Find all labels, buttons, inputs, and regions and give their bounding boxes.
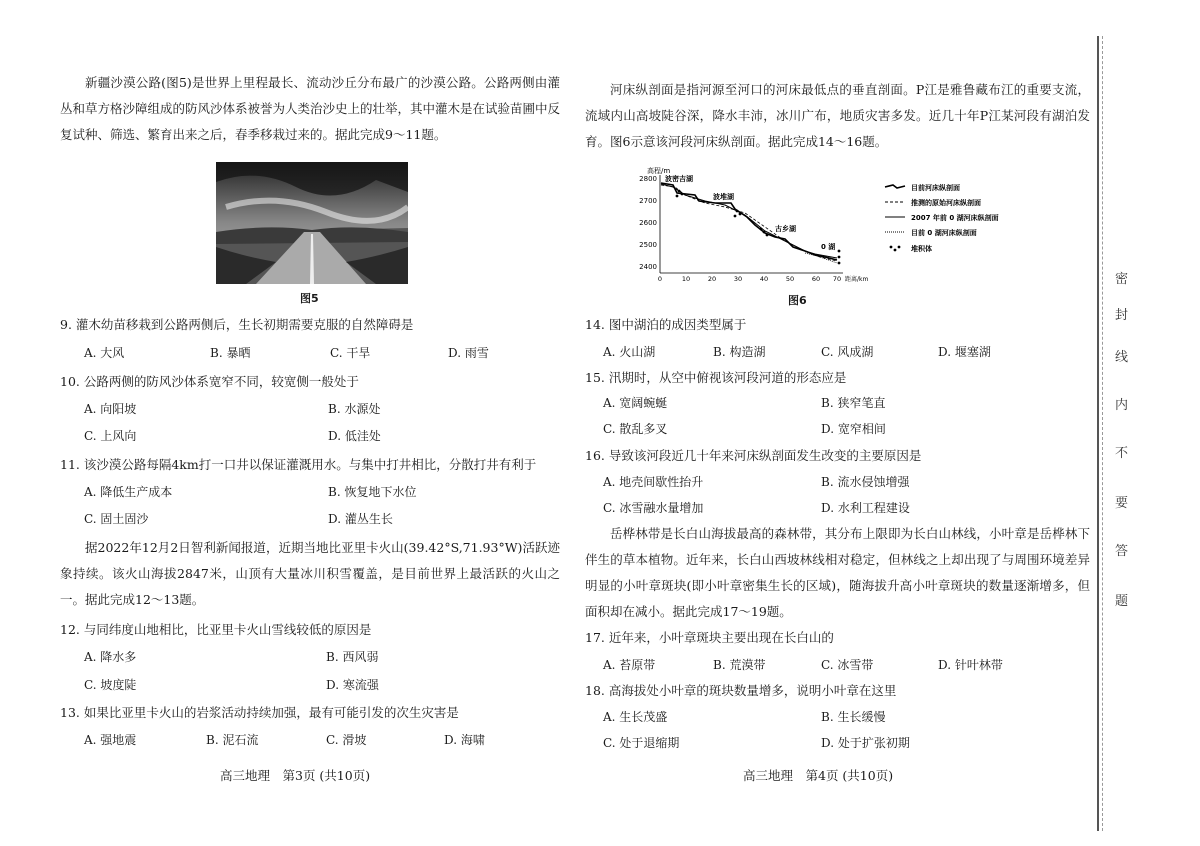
q11-option-d[interactable]: D. 灌丛生长 xyxy=(328,512,393,526)
q10-option-b[interactable]: B. 水源处 xyxy=(328,402,381,416)
intro-q17-19: 岳桦林带是长白山海拔最高的森林带，其分布上限即为长白山林线，小叶章是岳桦林下伴生的草本植物。近年来，长白山西坡林线相对稳定，但林线之上却出现了与周围环境差异明显的小叶章斑块(即小叶章密集生长的区域)，随海拔升高小叶章斑块的数量逐渐增多，但面积却在减小。据此完成17～19题。 xyxy=(585,526,1090,619)
page-3 xyxy=(60,0,560,846)
q17-option-c[interactable]: C. 冰雪带 xyxy=(821,658,874,672)
seal-char: 要 xyxy=(1115,496,1129,511)
q18-option-b[interactable]: B. 生长缓慢 xyxy=(821,710,886,724)
seal-char: 封 xyxy=(1115,308,1129,323)
q14-option-c[interactable]: C. 风成湖 xyxy=(821,345,874,359)
intro-q14-16: 河床纵剖面是指河源至河口的河床最低点的垂直剖面。P江是雅鲁藏布江的重要支流，流域内山高坡陡谷深，降水丰沛，冰川广布，地质灾害多发。近几十年P江某河段有湖泊发育。图6示意该河段河床纵剖面。据此完成14～16题。 xyxy=(585,82,1090,149)
question-11: 11. 该沙漠公路每隔4km打一口井以保证灌溉用水。与集中打井相比，分散打井有利于 xyxy=(60,457,537,472)
q14-option-d[interactable]: D. 堰塞湖 xyxy=(938,345,991,359)
seal-char: 答 xyxy=(1115,544,1129,559)
q17-option-b[interactable]: B. 荒漠带 xyxy=(713,658,766,672)
q16-option-a[interactable]: A. 地壳间歇性抬升 xyxy=(603,475,704,489)
q17-option-a[interactable]: A. 苔原带 xyxy=(603,658,656,672)
fig6-xtick: 70 xyxy=(832,275,842,283)
q17-option-d[interactable]: D. 针叶林带 xyxy=(938,658,1003,672)
fig6-ytick: 2800 xyxy=(639,175,657,183)
fig6-xtick: 60 xyxy=(811,275,821,283)
q12-option-c[interactable]: C. 坡度陡 xyxy=(84,678,137,692)
seal-char: 题 xyxy=(1115,594,1129,609)
q12-option-a[interactable]: A. 降水多 xyxy=(84,650,137,664)
q16-option-c[interactable]: C. 冰雪融水量增加 xyxy=(603,501,704,515)
fig6-ytick: 2500 xyxy=(639,241,657,249)
fig6-lake-label: 0 湖 xyxy=(821,243,836,251)
q11-option-a[interactable]: A. 降低生产成本 xyxy=(84,485,173,499)
fig6-lake-label: 古乡湖 xyxy=(775,225,796,233)
q13-option-b[interactable]: B. 泥石流 xyxy=(206,733,259,747)
page-footer-right: 高三地理 第4页 (共10页) xyxy=(743,768,894,783)
q11-option-b[interactable]: B. 恢复地下水位 xyxy=(328,485,417,499)
q10-option-d[interactable]: D. 低洼处 xyxy=(328,429,381,443)
fig5-caption: 图5 xyxy=(300,292,319,305)
fig6-ytick: 2400 xyxy=(639,263,657,271)
q15-option-c[interactable]: C. 散乱多叉 xyxy=(603,422,668,436)
fig6-legend-original: 推测的原始河床纵剖面 xyxy=(911,199,981,207)
fig6-xtick: 20 xyxy=(707,275,717,283)
q12-option-d[interactable]: D. 寒流强 xyxy=(326,678,379,692)
seal-char: 不 xyxy=(1115,446,1129,461)
q14-option-b[interactable]: B. 构造湖 xyxy=(713,345,766,359)
intro-q12-13: 据2022年12月2日智利新闻报道，近期当地比亚里卡火山(39.42°S,71.93°W)活跃迹象持续。该火山海拔2847米，山顶有大量冰川积雪覆盖，是目前世界上最活跃的火山之一。据此完成12～13题。 xyxy=(60,540,560,607)
q9-option-c[interactable]: C. 干旱 xyxy=(330,346,371,360)
seal-char: 内 xyxy=(1115,398,1129,413)
q15-option-a[interactable]: A. 宽阔蜿蜒 xyxy=(603,396,668,410)
q9-option-d[interactable]: D. 雨雪 xyxy=(448,346,489,360)
question-9: 9. 灌木幼苗移栽到公路两侧后，生长初期需要克服的自然障碍是 xyxy=(60,317,414,332)
question-15: 15. 汛期时，从空中俯视该河段河道的形态应是 xyxy=(585,370,847,385)
fig6-ytick: 2700 xyxy=(639,197,657,205)
fig6-legend-current: 目前河床纵剖面 xyxy=(911,184,960,192)
q13-option-c[interactable]: C. 滑坡 xyxy=(326,733,367,747)
intro-q9-11: 新疆沙漠公路(图5)是世界上里程最长、流动沙丘分布最广的沙漠公路。公路两侧由灌丛和草方格沙障组成的防风沙体系被誉为人类治沙史上的壮举，其中灌木是在试验苗圃中反复试种、筛选、繁育出来之后，春季移栽过来的。据此完成9～11题。 xyxy=(60,75,561,142)
question-14: 14. 图中湖泊的成因类型属于 xyxy=(585,317,747,332)
seal-char: 线 xyxy=(1115,350,1129,365)
q18-option-d[interactable]: D. 处于扩张初期 xyxy=(821,736,910,750)
q10-option-c[interactable]: C. 上风向 xyxy=(84,429,137,443)
q14-option-a[interactable]: A. 火山湖 xyxy=(603,345,656,359)
fig6-river-profile xyxy=(615,165,1055,295)
q16-option-b[interactable]: B. 流水侵蚀增强 xyxy=(821,475,910,489)
seal-char: 密 xyxy=(1115,272,1129,287)
fig6-legend-2007: 2007 年前 0 湖河床纵剖面 xyxy=(911,214,999,222)
question-13: 13. 如果比亚里卡火山的岩浆活动持续加强，最有可能引发的次生灾害是 xyxy=(60,705,459,720)
q15-option-b[interactable]: B. 狭窄笔直 xyxy=(821,396,886,410)
fig6-xlabel: 距离/km xyxy=(845,276,869,283)
q13-option-a[interactable]: A. 强地震 xyxy=(84,733,137,747)
fig6-legend-current-0-lake: 目前 0 湖河床纵剖面 xyxy=(911,229,977,237)
q18-option-c[interactable]: C. 处于退缩期 xyxy=(603,736,680,750)
q11-option-c[interactable]: C. 固土固沙 xyxy=(84,512,149,526)
q9-option-b[interactable]: B. 暴晒 xyxy=(210,346,251,360)
fig6-xtick: 0 xyxy=(657,275,663,283)
fig6-ytick: 2600 xyxy=(639,219,657,227)
fig6-legend-deposit: 堆积体 xyxy=(911,245,932,253)
q18-option-a[interactable]: A. 生长茂盛 xyxy=(603,710,668,724)
fig6-lake-label: 波密吉湖 xyxy=(665,175,693,183)
q12-option-b[interactable]: B. 西风弱 xyxy=(326,650,379,664)
desert-highway-photo xyxy=(216,162,408,284)
q15-option-d[interactable]: D. 宽窄相间 xyxy=(821,422,886,436)
fig6-lake-label: 波堆湖 xyxy=(713,193,734,201)
fig6-ylabel: 高程/m xyxy=(647,167,671,175)
q9-option-a[interactable]: A. 大风 xyxy=(84,346,125,360)
binding-dashed-line xyxy=(1102,36,1103,831)
q13-option-d[interactable]: D. 海啸 xyxy=(444,733,485,747)
fig6-caption: 图6 xyxy=(788,294,807,307)
binding-line xyxy=(1097,36,1099,831)
q16-option-d[interactable]: D. 水利工程建设 xyxy=(821,501,910,515)
q10-option-a[interactable]: A. 向阳坡 xyxy=(84,402,137,416)
question-17: 17. 近年来，小叶章斑块主要出现在长白山的 xyxy=(585,630,834,645)
fig6-xtick: 30 xyxy=(733,275,743,283)
fig6-xtick: 50 xyxy=(785,275,795,283)
question-10: 10. 公路两侧的防风沙体系宽窄不同，较宽侧一般处于 xyxy=(60,374,359,389)
fig6-xtick: 40 xyxy=(759,275,769,283)
question-12: 12. 与同纬度山地相比，比亚里卡火山雪线较低的原因是 xyxy=(60,622,372,637)
page-footer-left: 高三地理 第3页 (共10页) xyxy=(220,768,371,783)
question-16: 16. 导致该河段近几十年来河床纵剖面发生改变的主要原因是 xyxy=(585,448,922,463)
fig6-xtick: 10 xyxy=(681,275,691,283)
question-18: 18. 高海拔处小叶章的斑块数量增多，说明小叶章在这里 xyxy=(585,683,897,698)
page-4 xyxy=(585,0,1090,846)
